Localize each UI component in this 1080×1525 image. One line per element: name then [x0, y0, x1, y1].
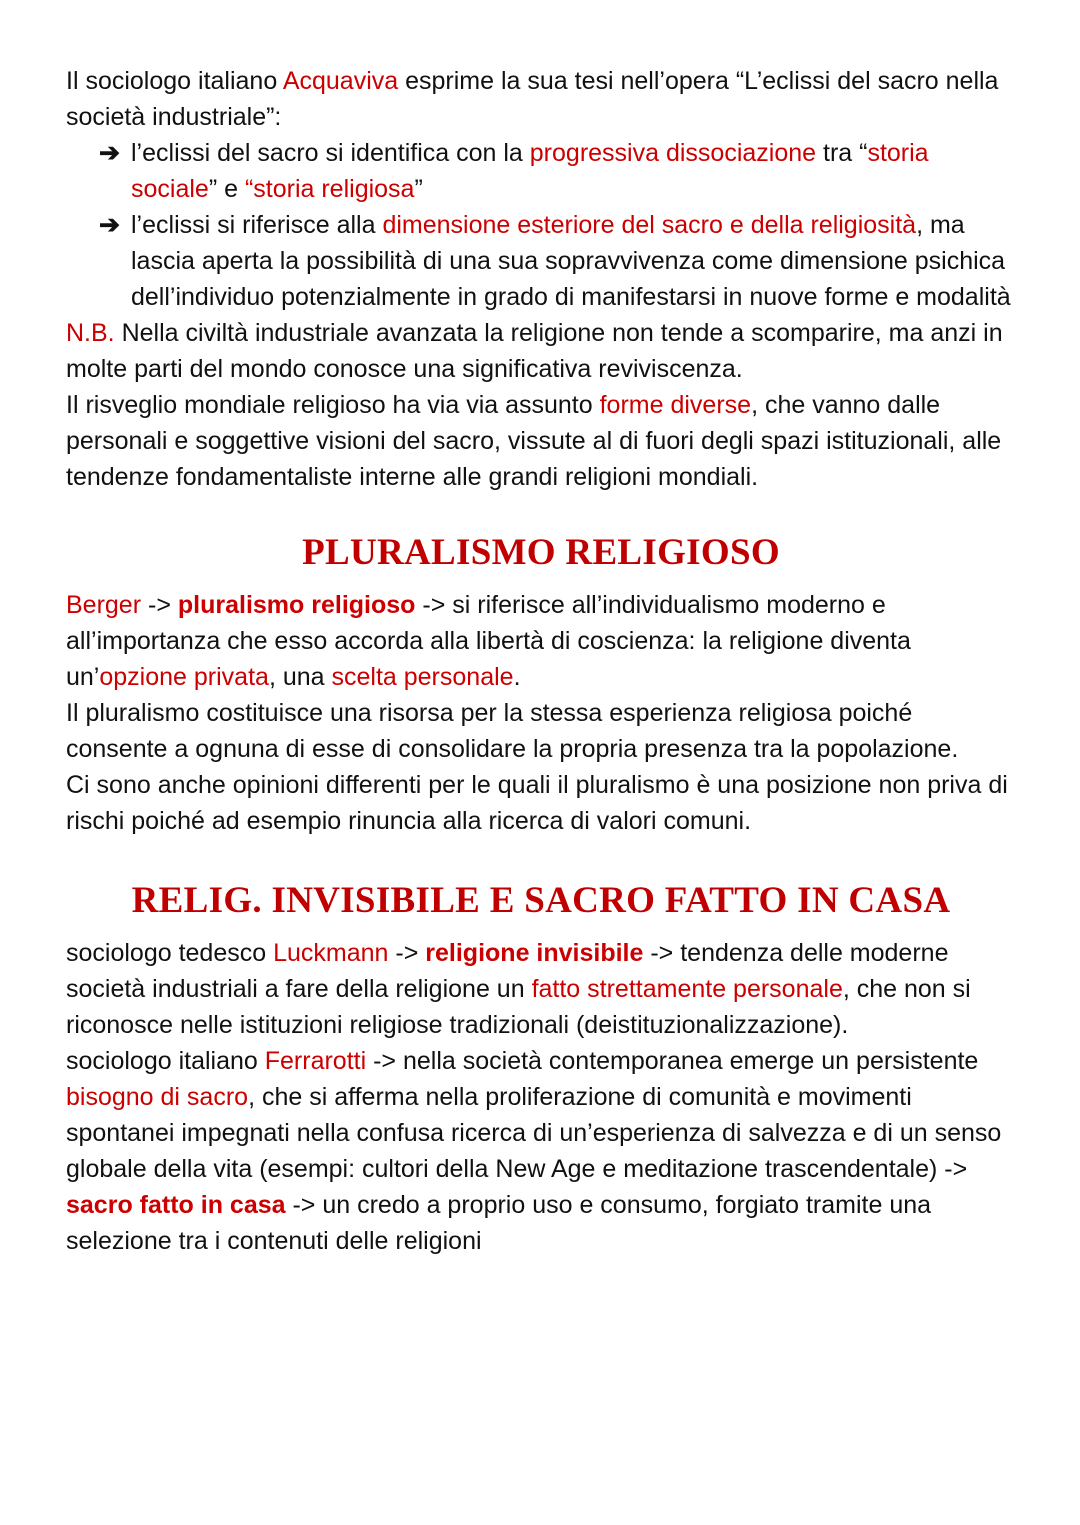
text: , ma lascia aperta la possibilità di una sua sopravvivenza come dimensione psichica dell’individuo potenzialmente in grado di manifestarsi in nuove forme e modalità — [131, 211, 1011, 311]
section-heading-pluralismo: PLURALISMO RELIGIOSO — [302, 532, 780, 573]
text: -> tendenza delle moderne società industriali a fare della religione un — [66, 939, 949, 1003]
text: . — [513, 663, 521, 691]
text: tra “ — [816, 139, 868, 167]
author-acquaviva: Acquaviva — [282, 67, 399, 95]
key-term: religione invisibile — [425, 939, 644, 967]
highlight: forme diverse — [599, 391, 752, 419]
highlight: dimensione esteriore del sacro e della religiosità — [382, 211, 917, 239]
text: , una — [268, 663, 332, 691]
text: , che si afferma nella proliferazione di comunità e movimenti spontanei impegnati nella confusa ricerca di un’esperienza di salvezza e di un senso globale della vita (esempi: cultori della New Age e meditazione trascendentale) -> — [66, 1083, 1002, 1183]
text: Il sociologo italiano — [66, 67, 283, 95]
risveglio-paragraph — [66, 387, 1016, 495]
luckmann-paragraph — [66, 935, 1016, 1043]
highlight: fatto strettamente personale — [531, 975, 843, 1003]
text: -> — [141, 591, 178, 619]
highlight: scelta personale — [331, 663, 514, 691]
arrow-right-icon: ➔ — [99, 211, 120, 239]
arrow-right-icon: ➔ — [99, 139, 120, 167]
bullet-item-dimensione — [66, 207, 1016, 315]
text: -> si riferisce all’individualismo moderno e all’importanza che esso accorda alla libertà di coscienza: la religione diventa un’ — [66, 591, 911, 691]
document-page — [66, 63, 1016, 1259]
pluralismo-rischi-paragraph: Ci sono anche opinioni differenti per le quali il pluralismo è una posizione non priva di rischi poiché ad esempio rinuncia alla ricerca di valori comuni. — [66, 771, 1008, 835]
ferrarotti-paragraph — [66, 1043, 1016, 1259]
acquaviva-paragraph — [66, 63, 1016, 135]
author-ferrarotti: Ferrarotti — [264, 1047, 367, 1075]
highlight: storia sociale — [131, 139, 929, 203]
text: sociologo italiano — [66, 1047, 265, 1075]
text: ” e — [208, 175, 245, 203]
nb-label: N.B. — [66, 319, 115, 347]
pluralismo-risorsa-paragraph: Il pluralismo costituisce una risorsa per la stessa esperienza religiosa poiché consente a ognuna di esse di consolidare la propria presenza tra la popolazione. — [66, 699, 959, 763]
text: ” — [414, 175, 423, 203]
author-berger: Berger — [66, 591, 142, 619]
author-luckmann: Luckmann — [273, 939, 389, 967]
text: Nella civiltà industriale avanzata la religione non tende a scomparire, ma anzi in molte parti del mondo conosce una significativa reviviscenza. — [66, 319, 1003, 383]
key-term: pluralismo religioso — [177, 591, 416, 619]
text: , che non si riconosce nelle istituzioni religiose tradizionali (deistituzionalizzazione). — [66, 975, 971, 1039]
highlight: progressiva dissociazione — [529, 139, 817, 167]
text: sociologo tedesco — [66, 939, 274, 967]
text: l’eclissi del sacro si identifica con la — [131, 139, 530, 167]
highlight: bisogno di sacro — [66, 1083, 249, 1111]
highlight: opzione privata — [99, 663, 269, 691]
berger-paragraph — [66, 587, 1016, 695]
highlight: “storia religiosa — [244, 175, 415, 203]
text: -> nella società contemporanea emerge un persistente — [366, 1047, 979, 1075]
text: , che vanno dalle personali e soggettive visioni del sacro, vissute al di fuori degli spazi istituzionali, alle tendenze fondamentaliste interne alle grandi religioni mondiali. — [66, 391, 1002, 491]
text: esprime la sua tesi nell’opera “L’eclissi del sacro nella società industriale”: — [66, 67, 999, 131]
bullet-item-dissociazione — [66, 135, 1016, 207]
text: -> — [388, 939, 426, 967]
text: Il risveglio mondiale religioso ha via via assunto — [66, 391, 600, 419]
text: -> un credo a proprio uso e consumo, forgiato tramite una selezione tra i contenuti delle religioni — [66, 1191, 932, 1255]
text: l’eclissi si riferisce alla — [131, 211, 383, 239]
section-heading-invisibile: RELIG. INVISIBILE E SACRO FATTO IN CASA — [131, 880, 951, 921]
nb-paragraph — [66, 315, 1016, 387]
key-term: sacro fatto in casa — [66, 1191, 286, 1219]
